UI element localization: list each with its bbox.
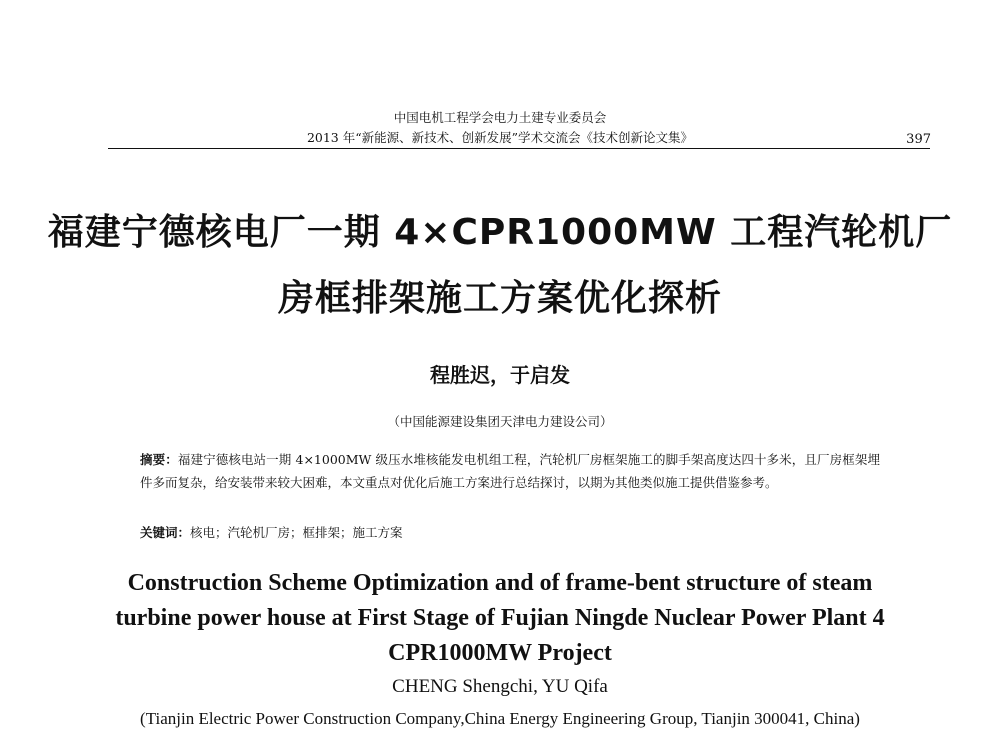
header-rule [108, 148, 930, 149]
affiliation-en: (Tianjin Electric Power Construction Company,China Energy Engineering Group, Tianjin 300041, China) [140, 709, 860, 728]
abstract-label: 摘要： [140, 452, 178, 467]
abstract-text: 福建宁德核电站一期 4×1000MW 级压水堆核能发电机组工程，汽轮机厂房框架施工的脚手架高度达四十多米，且厂房框架埋件多而复杂，给安装带来较大困难，本文重点对优化后施工方案进行总结探讨，以期为其他类似施工提供借鉴参考。 [140, 452, 880, 490]
affiliation-cn: （中国能源建设集团天津电力建设公司） [387, 414, 613, 429]
title-en-line-3: CPR1000MW Project [388, 640, 612, 666]
title-cn-line-2: 房框排架施工方案优化探析 [277, 278, 722, 319]
title-en-line-1: Construction Scheme Optimization and of frame-bent structure of steam [127, 570, 873, 596]
authors-en: CHENG Shengchi, YU Qifa [392, 676, 608, 697]
running-header-proceedings: 2013 年“新能源、新技术、创新发展”学术交流会《技术创新论文集》 [306, 130, 694, 145]
running-header-society: 中国电机工程学会电力土建专业委员会 [393, 110, 607, 125]
page-number: 397 [906, 132, 931, 147]
title-en-line-2: turbine power house at First Stage of Fujian Ningde Nuclear Power Plant 4 [115, 605, 885, 631]
keywords-text: 核电；汽轮机厂房；框排架；施工方案 [190, 525, 403, 540]
title-cn-line-1: 福建宁德核电厂一期 4×CPR1000MW 工程汽轮机厂 [47, 212, 953, 253]
abstract-cn [140, 448, 880, 494]
keywords-label: 关键词： [140, 525, 191, 540]
keywords-cn [140, 521, 880, 544]
authors-cn: 程胜迟，于启发 [430, 363, 570, 387]
